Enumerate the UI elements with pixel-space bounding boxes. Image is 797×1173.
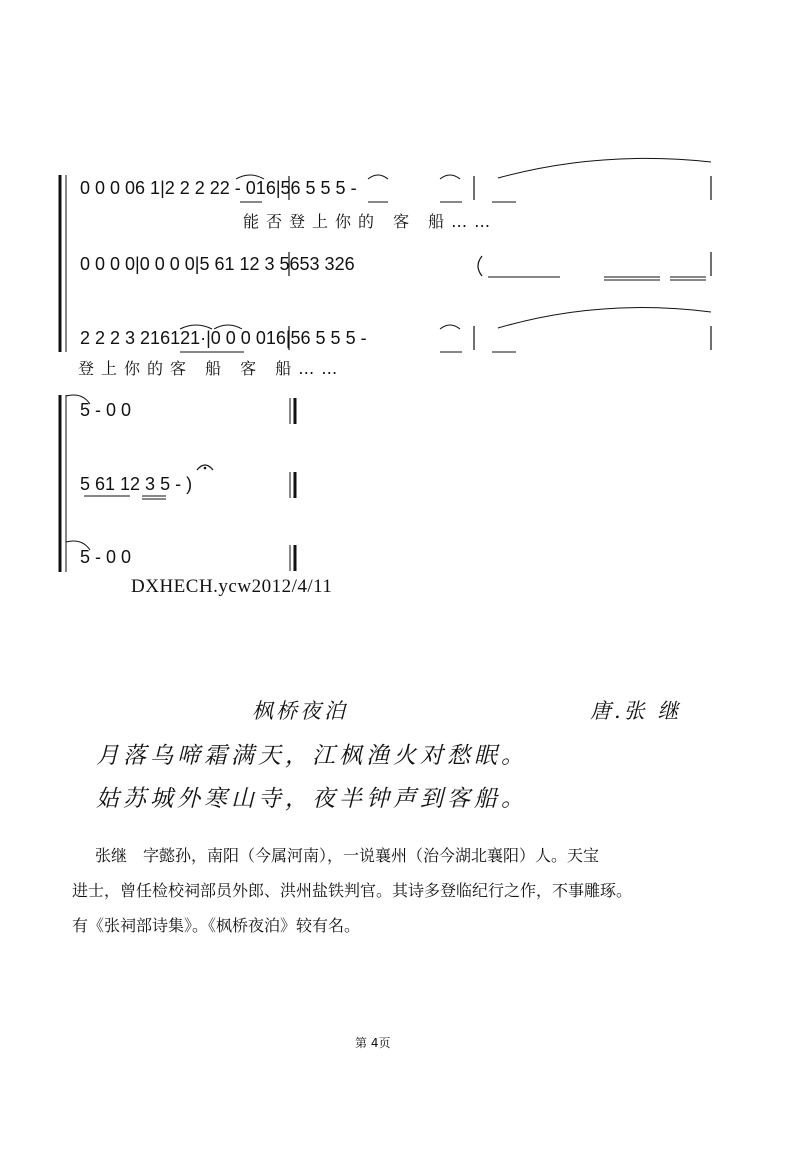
score-s1-row2-notes: 0 0 0 0|0 0 0 0|5 61 12 3 5653 326 <box>80 254 355 274</box>
bio-line-1: 张继 字懿孙，南阳（今属河南），一说襄州（治今湖北襄阳）人。天宝 <box>95 846 600 865</box>
poem-title: 枫桥夜泊 <box>252 699 348 723</box>
score-s1-row3-notes: 2 2 2 3 216121·|0 0 0 016|56 5 5 5 - <box>80 328 367 348</box>
score-s2-row2-notes: 5 61 12 3 5 - ) <box>80 474 193 494</box>
score-signature: DXHECH.ycw2012/4/11 <box>131 576 333 597</box>
poem-author: 唐.张 继 <box>590 699 682 723</box>
poem-line-1: 月落乌啼霜满天，江枫渔火对愁眠。 <box>96 743 528 769</box>
poem-line-2: 姑苏城外寒山寺，夜半钟声到客船。 <box>96 786 528 812</box>
score-s1-row1-notes: 0 0 0 06 1|2 2 2 22 - 016|56 5 5 5 - <box>80 178 357 198</box>
score-s1-row1-lyrics: 能否登上你的 客 船…… <box>243 212 498 231</box>
score-s1-row3-lyrics: 登上你的客 船 客 船…… <box>78 359 345 378</box>
page-number: 第 4页 <box>355 1036 391 1050</box>
score-s2-row1-notes: 5 - 0 0 <box>80 400 132 420</box>
score-s2-row3-notes: 5 - 0 0 <box>80 547 132 567</box>
bio-line-3: 有《张祠部诗集》。《枫桥夜泊》较有名。 <box>72 916 361 935</box>
bio-line-2: 进士，曾任检校祠部员外郎、洪州盐铁判官。其诗多登临纪行之作，不事雕琢。 <box>72 881 633 900</box>
